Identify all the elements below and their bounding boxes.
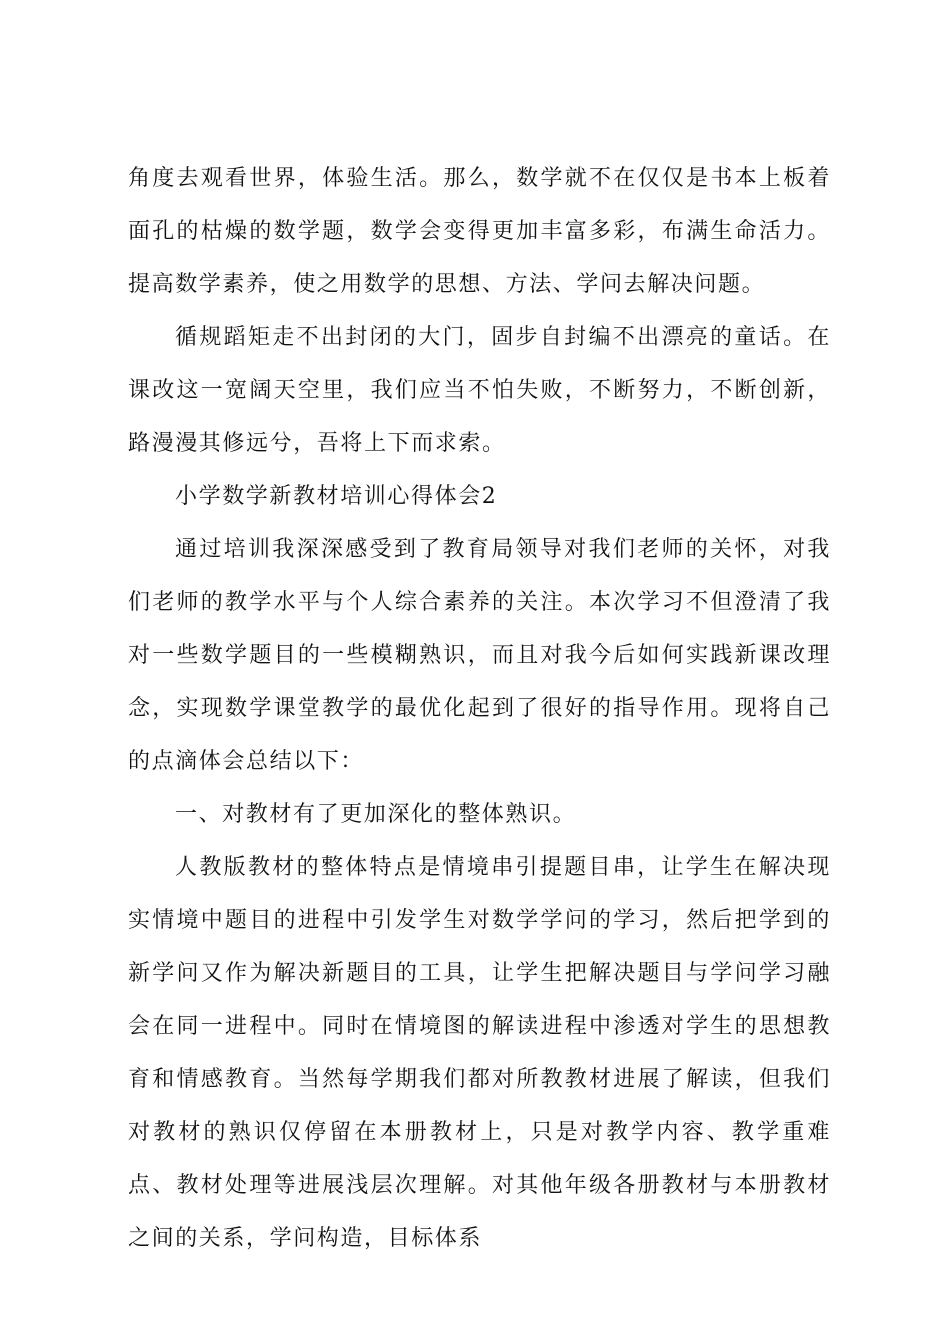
section-heading: 小学数学新教材培训心得体会2 [175, 484, 498, 509]
document-body [128, 152, 831, 1265]
subsection-heading: 一、对教材有了更加深化的整体熟识。 [175, 802, 577, 827]
paragraph-2: 循规蹈矩走不出封闭的大门，固步自封编不出漂亮的童话。在课改这一宽阔天空里，我们应当不怕失败，不断努力，不断创新，路漫漫其修远兮，吾将上下而求索。 [128, 325, 831, 456]
paragraph-4: 人教版教材的整体特点是情境串引提题目串，让学生在解决现实情境中题目的进程中引发学生对数学学问的学习，然后把学到的新学问又作为解决新题目的工具，让学生把解决题目与学问学习融会在同一进程中。同时在情境图的解读进程中渗透对学生的思想教育和情感教育。当然每学期我们都对所教教材进展了解读，但我们对教材的熟识仅停留在本册教材上，只是对教学内容、教学重难点、教材处理等进展浅层次理解。对其他年级各册教材与本册教材之间的关系，学问构造，目标体系 [128, 855, 831, 1251]
paragraph-3: 通过培训我深深感受到了教育局领导对我们老师的关怀，对我们老师的教学水平与个人综合素养的关注。本次学习不但澄清了我对一些数学题目的一些模糊熟识，而且对我今后如何实践新课改理念，实现数学课堂教学的最优化起到了很好的指导作用。现将自己的点滴体会总结以下： [128, 537, 831, 774]
paragraph-1: 角度去观看世界，体验生活。那么，数学就不在仅仅是书本上板着面孔的枯燥的数学题，数学会变得更加丰富多彩，布满生命活力。提高数学素养，使之用数学的思想、方法、学问去解决问题。 [128, 166, 831, 297]
